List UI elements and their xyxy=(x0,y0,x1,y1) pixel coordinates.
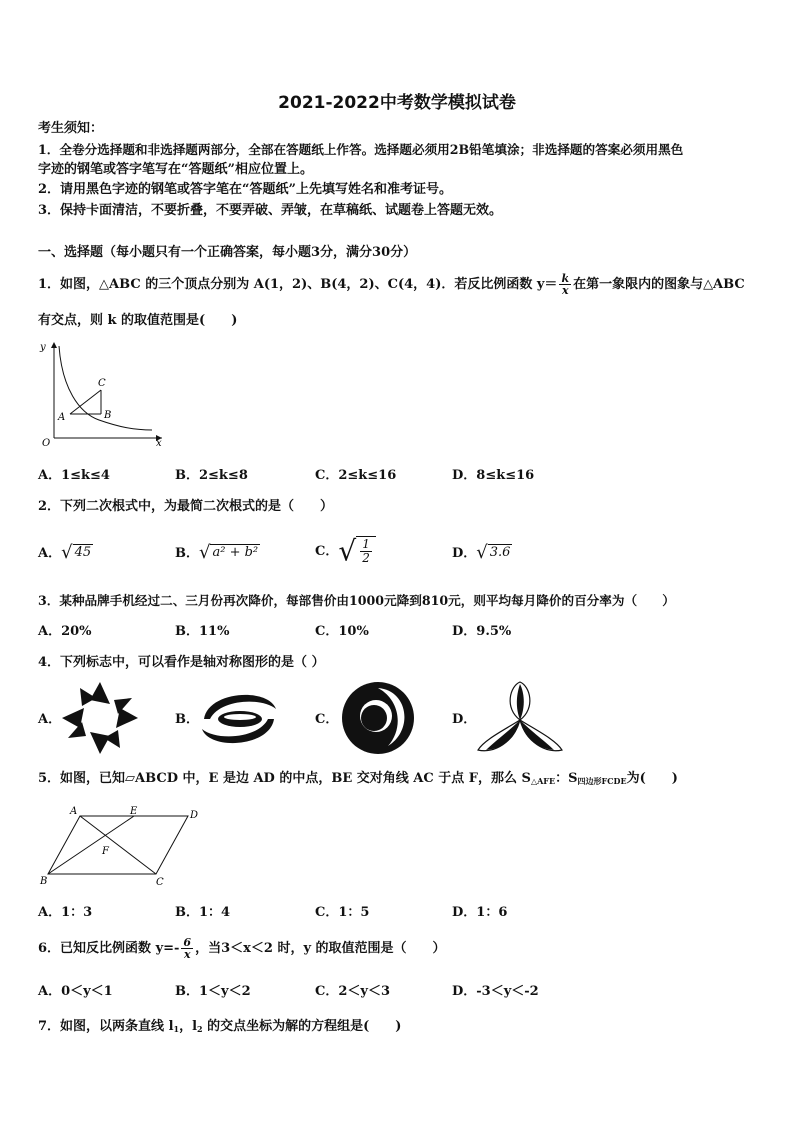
notice-heading: 考生须知： xyxy=(38,121,104,136)
fraction-numerator: 1 xyxy=(362,537,370,551)
question-2-option-d[interactable] xyxy=(452,544,512,563)
origin-label: O xyxy=(42,438,51,449)
pinwheel-star-logo-icon xyxy=(60,680,140,756)
radical: √ 45 xyxy=(61,542,92,563)
notice-line-3: 3．保持卡面清洁，不要折叠，不要弄破、弄皱，在草稿纸、试题卷上答题无效。 xyxy=(38,203,503,218)
notice-line-1a: 1．全卷分选择题和非选择题两部分，全部在答题纸上作答。选择题必须用2B铅笔填涂；非选择题的答案必须用黑色 xyxy=(38,142,684,157)
option-label: C． xyxy=(315,544,339,559)
fraction-numerator: 6 xyxy=(183,936,192,949)
question-7-stem-a: 7．如图，以两条直线 l xyxy=(38,1019,174,1034)
question-3-option-d[interactable]: D．9.5% xyxy=(452,624,512,639)
question-7-mid: ，l xyxy=(179,1019,198,1034)
question-1-option-c[interactable]: C．2≤k≤16 xyxy=(315,468,397,483)
x-axis-label: x xyxy=(156,438,162,449)
question-3-stem: 3．某种品牌手机经过二、三月份再次降价，每部售价由1000元降到810元，则平均每月降价的百分率为（ ） xyxy=(38,593,675,608)
page-title: 2021-2022中考数学模拟试卷 xyxy=(278,93,516,113)
point-b-label: B xyxy=(40,876,48,887)
point-f-label: F xyxy=(102,846,109,857)
question-2-option-a[interactable] xyxy=(38,544,93,563)
question-3-option-b[interactable]: B．11% xyxy=(175,624,230,639)
question-5-option-b[interactable]: B．1：4 xyxy=(175,905,231,920)
point-d-label: D xyxy=(190,810,199,821)
question-5-option-d[interactable]: D．1：6 xyxy=(452,905,508,920)
option-label: B． xyxy=(175,545,199,561)
fraction-denominator: x xyxy=(183,948,191,961)
question-4-stem: 4．下列标志中，可以看作是轴对称图形的是（ ） xyxy=(38,655,325,670)
fraction-denominator: x xyxy=(561,284,569,297)
question-5-stem xyxy=(38,770,678,790)
question-6-option-a[interactable]: A．0＜y＜1 xyxy=(38,984,113,999)
question-1-option-a[interactable]: A．1≤k≤4 xyxy=(38,468,110,483)
question-6-stem-a: 6．已知反比例函数 y=- xyxy=(38,941,180,956)
swirl-circle-logo-icon xyxy=(338,680,418,756)
question-6-option-b[interactable]: B．1＜y＜2 xyxy=(175,984,251,999)
question-5-stem-b: 为( ) xyxy=(626,771,678,786)
point-b-label: B xyxy=(104,410,112,421)
fraction-denominator: 2 xyxy=(362,551,370,565)
question-1-stem-b: 在第一象限内的图象与△ABC xyxy=(573,277,745,292)
section-heading: 一、选择题（每小题只有一个正确答案，每小题3分，满分30分） xyxy=(38,245,417,260)
radicand: a² + b² xyxy=(212,545,259,560)
question-6-stem-b: ，当3＜x＜2 时，y 的取值范围是（ ） xyxy=(195,941,446,956)
question-1-stem-a: 1．如图，△ABC 的三个顶点分别为 A(1，2)、B(4，2)、C(4，4)．若反比例函数 y＝ xyxy=(38,277,558,292)
question-1-stem-c: 有交点，则 k 的取值范围是( ) xyxy=(38,313,238,328)
radical: √ a² + b² xyxy=(199,542,259,563)
question-5-option-a[interactable]: A．1：3 xyxy=(38,905,93,920)
question-1-stem xyxy=(38,272,745,298)
area-subscript-afe: △AFE xyxy=(530,776,556,786)
question-6-fraction xyxy=(181,937,193,960)
question-2-option-b[interactable] xyxy=(175,544,260,563)
question-6-stem xyxy=(38,936,446,962)
radicand: 3.6 xyxy=(489,545,511,560)
question-6-option-c[interactable]: C．2＜y＜3 xyxy=(315,984,390,999)
question-4-option-a[interactable]: A． xyxy=(38,712,62,727)
notice-line-2: 2．请用黑色字迹的钢笔或答字笔在“答题纸”上先填写姓名和准考证号。 xyxy=(38,182,453,197)
notice-line-1b: 字迹的钢笔或答字笔写在“答题纸”相应位置上。 xyxy=(38,162,313,177)
question-4-option-d[interactable]: D． xyxy=(452,712,477,727)
question-1-figure xyxy=(34,338,166,450)
question-7-stem-b: 的交点坐标为解的方程组是( ) xyxy=(202,1019,402,1034)
point-e-label: E xyxy=(130,806,138,817)
tri-petal-logo-icon xyxy=(474,680,566,758)
triangle-side-ac xyxy=(70,390,101,414)
point-a-label: A xyxy=(58,412,66,423)
line-subscript-1: 1 xyxy=(173,1024,180,1034)
y-axis-label: y xyxy=(40,342,46,353)
question-2-stem: 2．下列二次根式中，为最简二次根式的是（ ） xyxy=(38,499,334,514)
question-5-figure xyxy=(36,804,206,890)
question-1-option-b[interactable]: B．2≤k≤8 xyxy=(175,468,248,483)
point-a-label: A xyxy=(70,806,78,817)
option-label: A． xyxy=(38,545,62,561)
question-5-option-c[interactable]: C．1：5 xyxy=(315,905,370,920)
option-label: D． xyxy=(452,545,477,561)
ratio-colon: ：S xyxy=(555,771,578,786)
y-axis-arrow xyxy=(51,342,57,348)
radical: √ 3.6 xyxy=(476,542,511,563)
eye-logo-icon xyxy=(198,683,280,755)
question-1-option-d[interactable]: D．8≤k≤16 xyxy=(452,468,535,483)
question-4-option-c[interactable]: C． xyxy=(315,712,339,727)
question-2-option-c[interactable] xyxy=(315,536,376,567)
area-subscript-fcde: 四边形FCDE xyxy=(577,776,627,786)
question-4-option-b[interactable]: B． xyxy=(175,712,199,727)
radical: √ $\frac{1}{2}$ xyxy=(338,536,375,567)
fraction-numerator: k xyxy=(561,272,570,285)
question-7-stem xyxy=(38,1018,401,1038)
line-subscript-2: 2 xyxy=(197,1024,203,1034)
radicand: 45 xyxy=(74,545,92,560)
question-6-option-d[interactable]: D．-3＜y＜-2 xyxy=(452,984,539,999)
question-3-option-a[interactable]: A．20% xyxy=(38,624,92,639)
question-5-stem-a: 5．如图，已知▱ABCD 中，E 是边 AD 的中点，BE 交对角线 AC 于点 F，那么 S xyxy=(38,771,531,786)
question-3-option-c[interactable]: C．10% xyxy=(315,624,369,639)
question-1-fraction xyxy=(559,273,571,296)
point-c-label: C xyxy=(98,378,106,389)
point-c-label: C xyxy=(156,877,164,888)
